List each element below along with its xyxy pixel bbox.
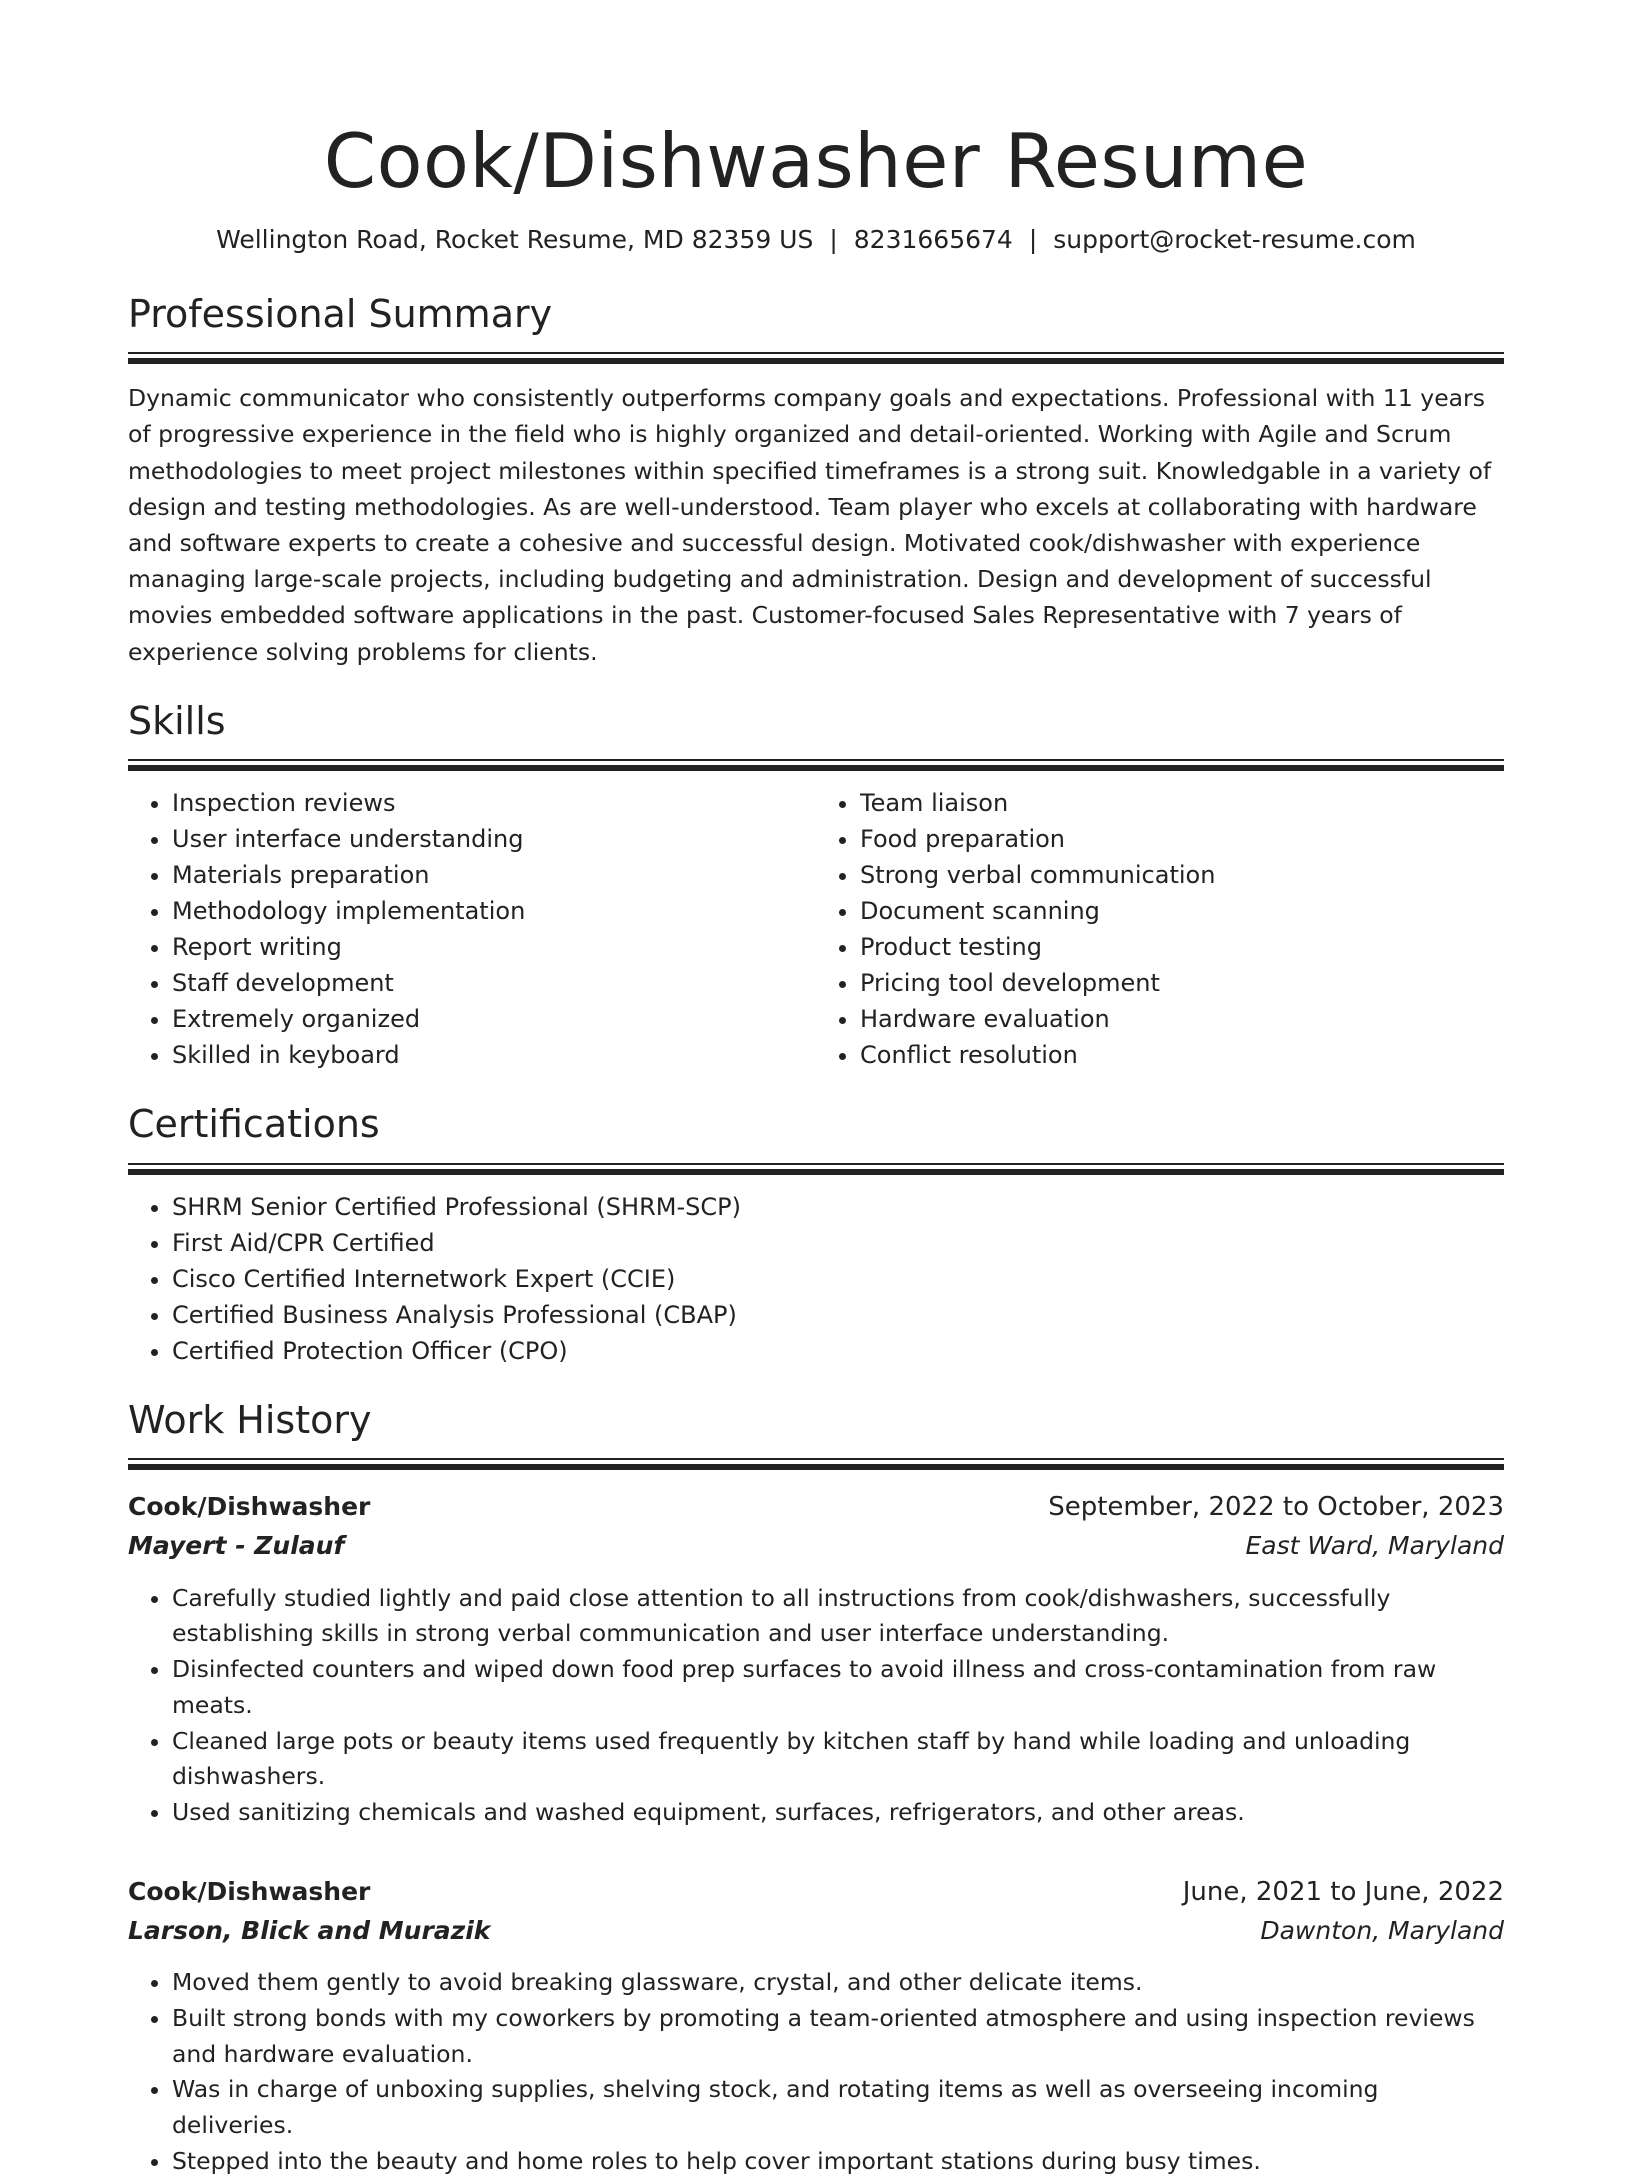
skill-item: • Methodology implementation — [172, 893, 816, 929]
job-location: Dawnton, Maryland — [1260, 1915, 1504, 1945]
skill-item: • Pricing tool development — [860, 965, 1504, 1001]
certification-item: • First Aid/CPR Certified — [172, 1225, 1504, 1261]
certification-item: • Certified Business Analysis Professional (CBAP) — [172, 1297, 1504, 1333]
skills-heading: Skills — [128, 698, 226, 743]
contact-email: support@rocket-resume.com — [1053, 225, 1416, 255]
job-subheader — [128, 1527, 1504, 1565]
skills-list-left — [128, 785, 816, 1073]
skill-item: • Conflict resolution — [860, 1037, 1504, 1073]
summary-text: Dynamic communicator who consistently outperforms company goals and expectations. Professional with 11 years of progressive experience in the field who is highly organized and detail-oriented. Working with Agile and Scrum methodologies to meet project milestones within specified timeframes is a strong suit. Knowledgable in a variety of design and testing methodologies. As are well-understood. Team player who excels at collaborating with hardware and software experts to create a cohesive and successful design. Motivated cook/dishwasher with experience managing large-scale projects, including budgeting and administration. Design and development of successful movies embedded software applications in the past. Customer-focused Sales Representative with 7 years of experience solving problems for clients. — [128, 384, 1492, 666]
job-bullet: • Was in charge of unboxing supplies, shelving stock, and rotating items as well as overseeing incoming deliveries. — [172, 2072, 1504, 2143]
work-history-section — [128, 1397, 1504, 2180]
skill-item: • Product testing — [860, 929, 1504, 965]
skill-item: • User interface understanding — [172, 821, 816, 857]
skill-item: • Skilled in keyboard — [172, 1037, 816, 1073]
skills-section — [128, 698, 1504, 1074]
job-title: Cook/Dishwasher — [128, 1876, 371, 1906]
contact-phone: 8231665674 — [853, 225, 1013, 255]
job-entry — [128, 1488, 1504, 1831]
job-bullet: • Disinfected counters and wiped down food prep surfaces to avoid illness and cross-contamination from raw meats. — [172, 1652, 1504, 1723]
certifications-list — [128, 1189, 1504, 1369]
skill-item: • Inspection reviews — [172, 785, 816, 821]
contact-separator: | — [1028, 225, 1038, 255]
contact-address: Wellington Road, Rocket Resume, MD 82359 US — [216, 225, 814, 255]
certifications-section — [128, 1101, 1504, 1369]
job-dates: June, 2021 to June, 2022 — [1182, 1876, 1504, 1907]
skill-item: • Food preparation — [860, 821, 1504, 857]
skill-item: • Materials preparation — [172, 857, 816, 893]
job-dates: September, 2022 to October, 2023 — [1048, 1492, 1504, 1523]
job-bullets — [128, 1581, 1504, 1831]
skills-columns — [128, 785, 1504, 1073]
job-bullet: • Built strong bonds with my coworkers by promoting a team-oriented atmosphere and using inspection reviews and hardware evaluation. — [172, 2001, 1504, 2072]
work-history-heading: Work History — [128, 1397, 372, 1442]
job-bullets — [128, 1965, 1504, 2179]
certification-item: • Certified Protection Officer (CPO) — [172, 1333, 1504, 1369]
job-header — [128, 1488, 1504, 1527]
job-bullet: • Moved them gently to avoid breaking glassware, crystal, and other delicate items. — [172, 1965, 1504, 2001]
section-divider — [128, 1458, 1504, 1470]
job-company: Larson, Blick and Murazik — [128, 1915, 491, 1945]
job-bullet: • Used sanitizing chemicals and washed equipment, surfaces, refrigerators, and other areas. — [172, 1795, 1504, 1831]
job-location: East Ward, Maryland — [1245, 1531, 1504, 1561]
summary-section — [128, 291, 1504, 670]
certifications-heading: Certifications — [128, 1102, 380, 1147]
skill-item: • Team liaison — [860, 785, 1504, 821]
contact-separator: | — [829, 225, 838, 255]
skills-list-right — [816, 785, 1504, 1073]
section-divider — [128, 759, 1504, 771]
job-bullet: • Carefully studied lightly and paid close attention to all instructions from cook/dishwashers, successfully establishing skills in strong verbal communication and user interface understanding. — [172, 1581, 1504, 1652]
certification-item: • Cisco Certified Internetwork Expert (CCIE) — [172, 1261, 1504, 1297]
job-bullet: • Cleaned large pots or beauty items used frequently by kitchen staff by hand while loading and unloading dishwashers. — [172, 1724, 1504, 1795]
skill-item: • Extremely organized — [172, 1001, 816, 1037]
skill-item: • Report writing — [172, 929, 816, 965]
skill-item: • Document scanning — [860, 893, 1504, 929]
resume-title: Cook/Dishwasher Resume — [323, 117, 1309, 205]
job-entry — [128, 1873, 1504, 2180]
contact-line — [128, 224, 1504, 257]
skill-item: • Hardware evaluation — [860, 1001, 1504, 1037]
summary-heading: Professional Summary — [128, 291, 553, 336]
skill-item: • Staff development — [172, 965, 816, 1001]
skill-item: • Strong verbal communication — [860, 857, 1504, 893]
job-bullet: • Stepped into the beauty and home roles to help cover important stations during busy times. — [172, 2144, 1504, 2180]
job-company: Mayert - Zulauf — [128, 1531, 345, 1561]
section-divider — [128, 1163, 1504, 1175]
section-divider — [128, 352, 1504, 364]
certification-item: • SHRM Senior Certified Professional (SHRM-SCP) — [172, 1189, 1504, 1225]
job-subheader — [128, 1912, 1504, 1950]
job-title: Cook/Dishwasher — [128, 1492, 371, 1522]
job-header — [128, 1873, 1504, 1912]
